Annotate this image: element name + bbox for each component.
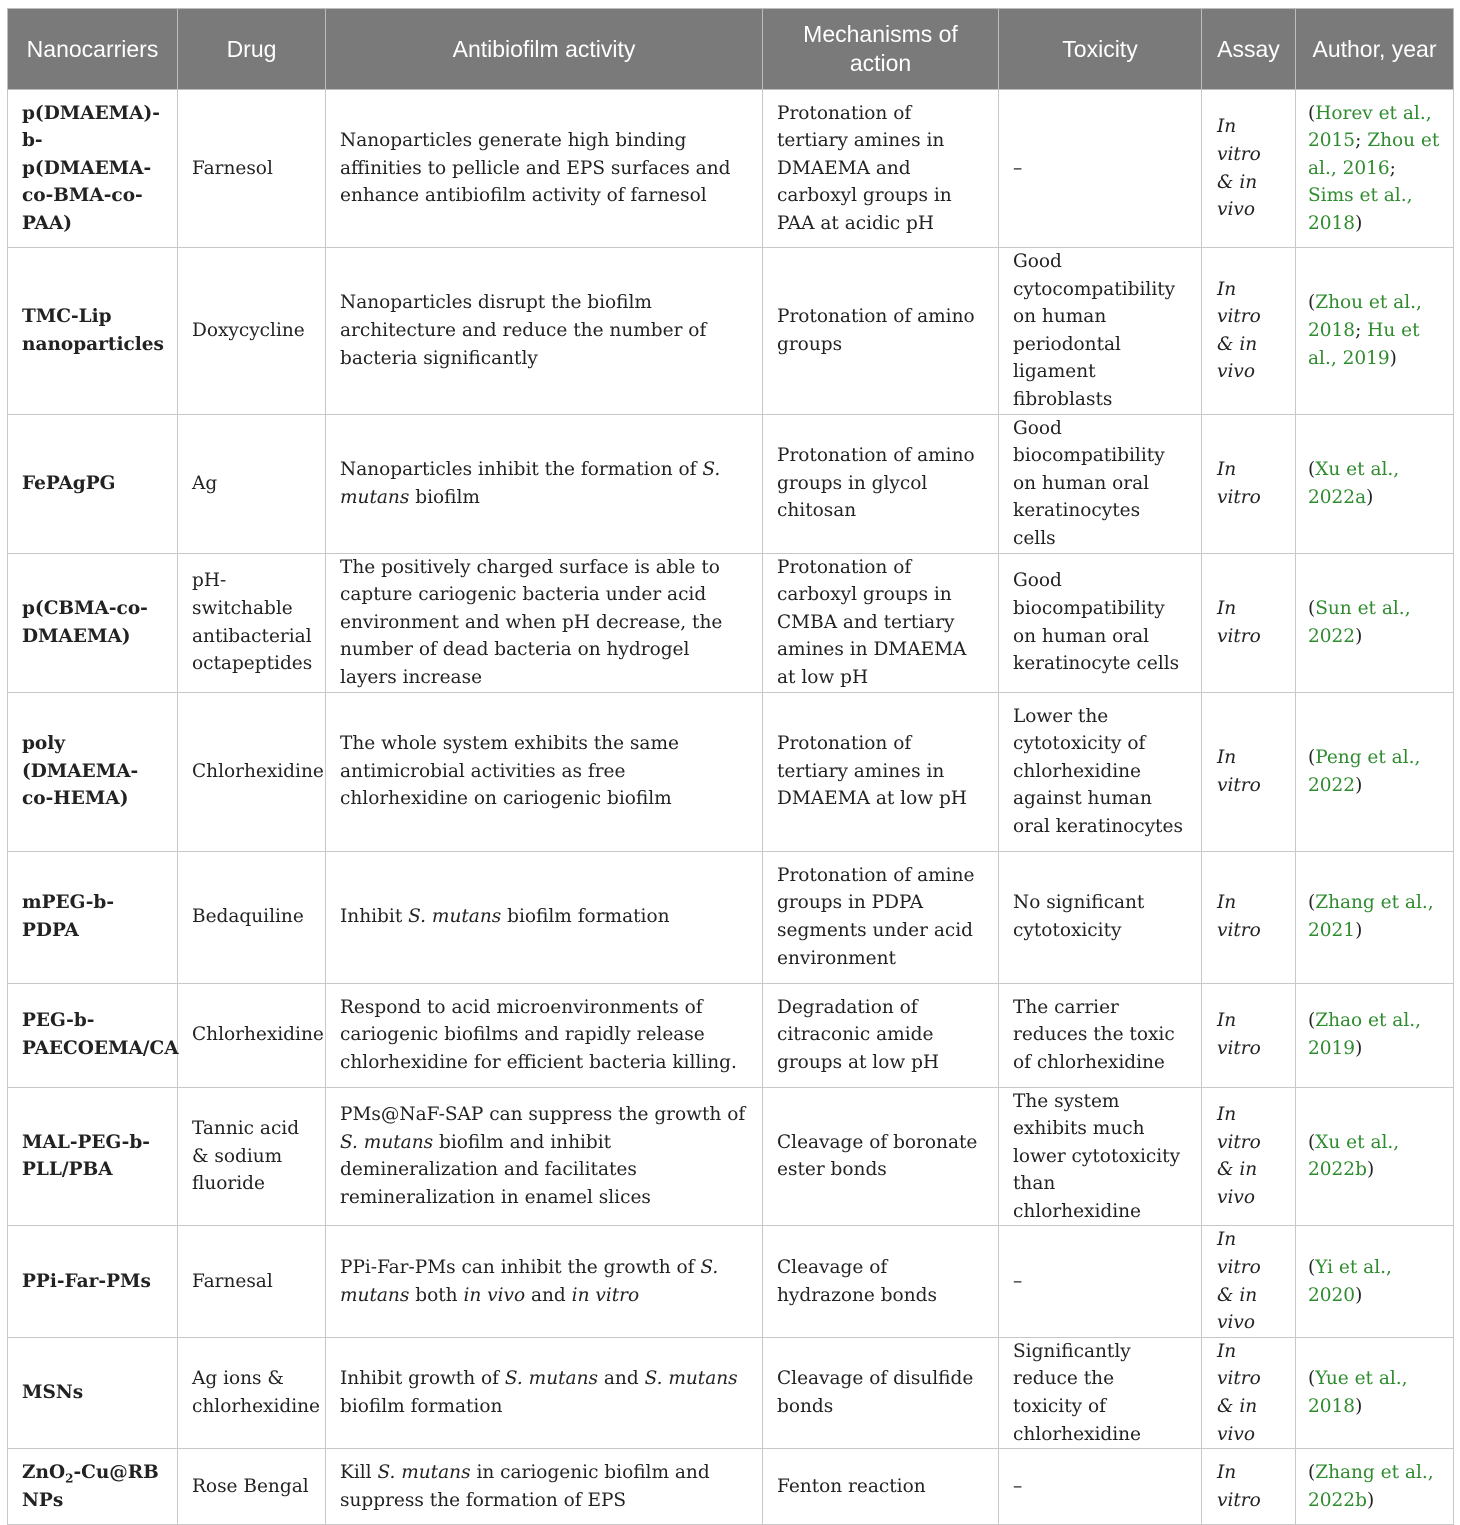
mechanism-cell: Fenton reaction [763, 1449, 999, 1525]
activity-cell: Inhibit S. mutans biofilm formation [326, 851, 763, 983]
activity-cell: The whole system exhibits the same antimicrobial activities as free chlorhexidine on cariogenic biofilm [326, 692, 763, 851]
assay-cell: In vitro [1202, 1449, 1296, 1525]
reference-link[interactable]: Xu et al., 2022a [1308, 458, 1400, 508]
toxicity-cell: – [999, 1226, 1202, 1337]
activity-cell: Nanoparticles generate high binding affinities to pellicle and EPS surfaces and enhance antibiofilm activity of farnesol [326, 90, 763, 248]
drug-cell: Chlorhexidine [178, 983, 326, 1087]
table-row [8, 553, 1454, 692]
drug-cell: Ag ions & chlorhexidine [178, 1337, 326, 1448]
author-cell: (Zhao et al., 2019) [1296, 983, 1454, 1087]
reference-link[interactable]: Horev et al., 2015 [1308, 102, 1432, 152]
drug-cell: Farnesol [178, 90, 326, 248]
reference-link[interactable]: Zhou et al., 2018 [1308, 292, 1422, 341]
reference-link[interactable]: Yi et al., 2020 [1308, 1257, 1392, 1306]
drug-cell: Chlorhexidine [178, 692, 326, 851]
header-author-year: Author, year [1296, 9, 1454, 90]
nanocarrier-cell: PPi-Far-PMs [8, 1226, 178, 1337]
header-row [8, 9, 1454, 90]
toxicity-cell: No significant cytotoxicity [999, 851, 1202, 983]
table-row [8, 692, 1454, 851]
mechanism-cell: Degradation of citraconic amide groups at low pH [763, 983, 999, 1087]
author-cell: (Zhang et al., 2022b) [1296, 1449, 1454, 1525]
nanocarrier-table [7, 8, 1454, 1525]
table-row [8, 248, 1454, 415]
reference-link[interactable]: Xu et al., 2022b [1308, 1131, 1400, 1181]
header-assay: Assay [1202, 9, 1296, 90]
drug-cell: Doxycycline [178, 248, 326, 415]
nanocarrier-cell: FePAgPG [8, 414, 178, 553]
author-cell: (Yi et al., 2020) [1296, 1226, 1454, 1337]
mechanism-cell: Protonation of amino groups [763, 248, 999, 415]
nanocarrier-cell: TMC-Lip nanoparticles [8, 248, 178, 415]
nanocarrier-cell: MSNs [8, 1337, 178, 1448]
nanocarrier-cell: p(DMAEMA)-b-p(DMAEMA-co-BMA-co-PAA) [8, 90, 178, 248]
assay-cell: In vitro [1202, 414, 1296, 553]
toxicity-cell: Significantly reduce the toxicity of chlorhexidine [999, 1337, 1202, 1448]
header-toxicity: Toxicity [999, 9, 1202, 90]
reference-link[interactable]: Zhang et al., 2021 [1308, 892, 1434, 941]
header-antibiofilm-activity: Antibiofilm activity [326, 9, 763, 90]
activity-cell: The positively charged surface is able to capture cariogenic bacteria under acid environment and when pH decrease, the number of dead bacteria on hydrogel layers increase [326, 553, 763, 692]
author-cell: (Sun et al., 2022) [1296, 553, 1454, 692]
table-row [8, 414, 1454, 553]
reference-link[interactable]: Hu et al., 2019 [1308, 319, 1420, 369]
reference-link[interactable]: Zhao et al., 2019 [1308, 1010, 1422, 1059]
header-mechanisms-of-action: Mechanisms of action [763, 9, 999, 90]
drug-cell: Ag [178, 414, 326, 553]
table-row [8, 983, 1454, 1087]
activity-cell: Inhibit growth of S. mutans and S. mutans biofilm formation [326, 1337, 763, 1448]
assay-cell: In vitro [1202, 851, 1296, 983]
author-cell: (Zhou et al., 2018; Hu et al., 2019) [1296, 248, 1454, 415]
header-drug: Drug [178, 9, 326, 90]
reference-link[interactable]: Zhou et al., 2016 [1308, 130, 1440, 179]
toxicity-cell: – [999, 1449, 1202, 1525]
reference-link[interactable]: Peng et al., 2022 [1308, 746, 1421, 796]
mechanism-cell: Cleavage of boronate ester bonds [763, 1087, 999, 1226]
nanocarrier-cell: p(CBMA-co-DMAEMA) [8, 553, 178, 692]
mechanism-cell: Protonation of tertiary amines in DMAEMA and carboxyl groups in PAA at acidic pH [763, 90, 999, 248]
table-row [8, 1226, 1454, 1337]
author-cell: (Xu et al., 2022a) [1296, 414, 1454, 553]
mechanism-cell: Cleavage of hydrazone bonds [763, 1226, 999, 1337]
toxicity-cell: Good biocompatibility on human oral keratinocyte cells [999, 553, 1202, 692]
drug-cell: Bedaquiline [178, 851, 326, 983]
activity-cell: PMs@NaF-SAP can suppress the growth of S. mutans biofilm and inhibit demineralization and facilitates remineralization in enamel slices [326, 1087, 763, 1226]
assay-cell: In vitro & in vivo [1202, 248, 1296, 415]
nanocarrier-cell: MAL-PEG-b-PLL/PBA [8, 1087, 178, 1226]
header-nanocarriers: Nanocarriers [8, 9, 178, 90]
toxicity-cell: The carrier reduces the toxic of chlorhexidine [999, 983, 1202, 1087]
activity-cell: Nanoparticles inhibit the formation of S. mutans biofilm [326, 414, 763, 553]
reference-link[interactable]: Sims et al., 2018 [1308, 185, 1413, 234]
assay-cell: In vitro [1202, 553, 1296, 692]
assay-cell: In vitro & in vivo [1202, 1087, 1296, 1226]
drug-cell: pH-switchable antibacterial octapeptides [178, 553, 326, 692]
toxicity-cell: The system exhibits much lower cytotoxicity than chlorhexidine [999, 1087, 1202, 1226]
assay-cell: In vitro & in vivo [1202, 90, 1296, 248]
activity-cell: Respond to acid microenvironments of cariogenic biofilms and rapidly release chlorhexidine for efficient bacteria killing. [326, 983, 763, 1087]
mechanism-cell: Protonation of tertiary amines in DMAEMA at low pH [763, 692, 999, 851]
activity-cell: Kill S. mutans in cariogenic biofilm and suppress the formation of EPS [326, 1449, 763, 1525]
author-cell: (Xu et al., 2022b) [1296, 1087, 1454, 1226]
mechanism-cell: Cleavage of disulfide bonds [763, 1337, 999, 1448]
mechanism-cell: Protonation of carboxyl groups in CMBA and tertiary amines in DMAEMA at low pH [763, 553, 999, 692]
nanocarrier-cell: ZnO$_2$-Cu@RB NPs [8, 1449, 178, 1525]
table-row [8, 1087, 1454, 1226]
table-row [8, 1337, 1454, 1448]
toxicity-cell: Good cytocompatibility on human periodontal ligament fibroblasts [999, 248, 1202, 415]
assay-cell: In vitro & in vivo [1202, 1226, 1296, 1337]
activity-cell: Nanoparticles disrupt the biofilm architecture and reduce the number of bacteria significantly [326, 248, 763, 415]
nanocarrier-cell: PEG-b-PAECOEMA/CA [8, 983, 178, 1087]
activity-cell: PPi-Far-PMs can inhibit the growth of S. mutans both in vivo and in vitro [326, 1226, 763, 1337]
nanocarrier-cell: mPEG-b-PDPA [8, 851, 178, 983]
table-row [8, 90, 1454, 248]
author-cell: (Zhang et al., 2021) [1296, 851, 1454, 983]
mechanism-cell: Protonation of amino groups in glycol chitosan [763, 414, 999, 553]
assay-cell: In vitro [1202, 692, 1296, 851]
assay-cell: In vitro [1202, 983, 1296, 1087]
author-cell: (Horev et al., 2015; Zhou et al., 2016; Sims et al., 2018) [1296, 90, 1454, 248]
drug-cell: Tannic acid & sodium fluoride [178, 1087, 326, 1226]
drug-cell: Farnesal [178, 1226, 326, 1337]
author-cell: (Yue et al., 2018) [1296, 1337, 1454, 1448]
mechanism-cell: Protonation of amine groups in PDPA segments under acid environment [763, 851, 999, 983]
table-row [8, 851, 1454, 983]
reference-link[interactable]: Zhang et al., 2022b [1308, 1462, 1434, 1511]
nanocarrier-cell: poly (DMAEMA-co-HEMA) [8, 692, 178, 851]
toxicity-cell: Lower the cytotoxicity of chlorhexidine against human oral keratinocytes [999, 692, 1202, 851]
assay-cell: In vitro & in vivo [1202, 1337, 1296, 1448]
toxicity-cell: – [999, 90, 1202, 248]
toxicity-cell: Good biocompatibility on human oral keratinocytes cells [999, 414, 1202, 553]
author-cell: (Peng et al., 2022) [1296, 692, 1454, 851]
reference-link[interactable]: Sun et al., 2022 [1308, 597, 1411, 647]
drug-cell: Rose Bengal [178, 1449, 326, 1525]
table-row [8, 1449, 1454, 1525]
reference-link[interactable]: Yue et al., 2018 [1308, 1368, 1408, 1418]
